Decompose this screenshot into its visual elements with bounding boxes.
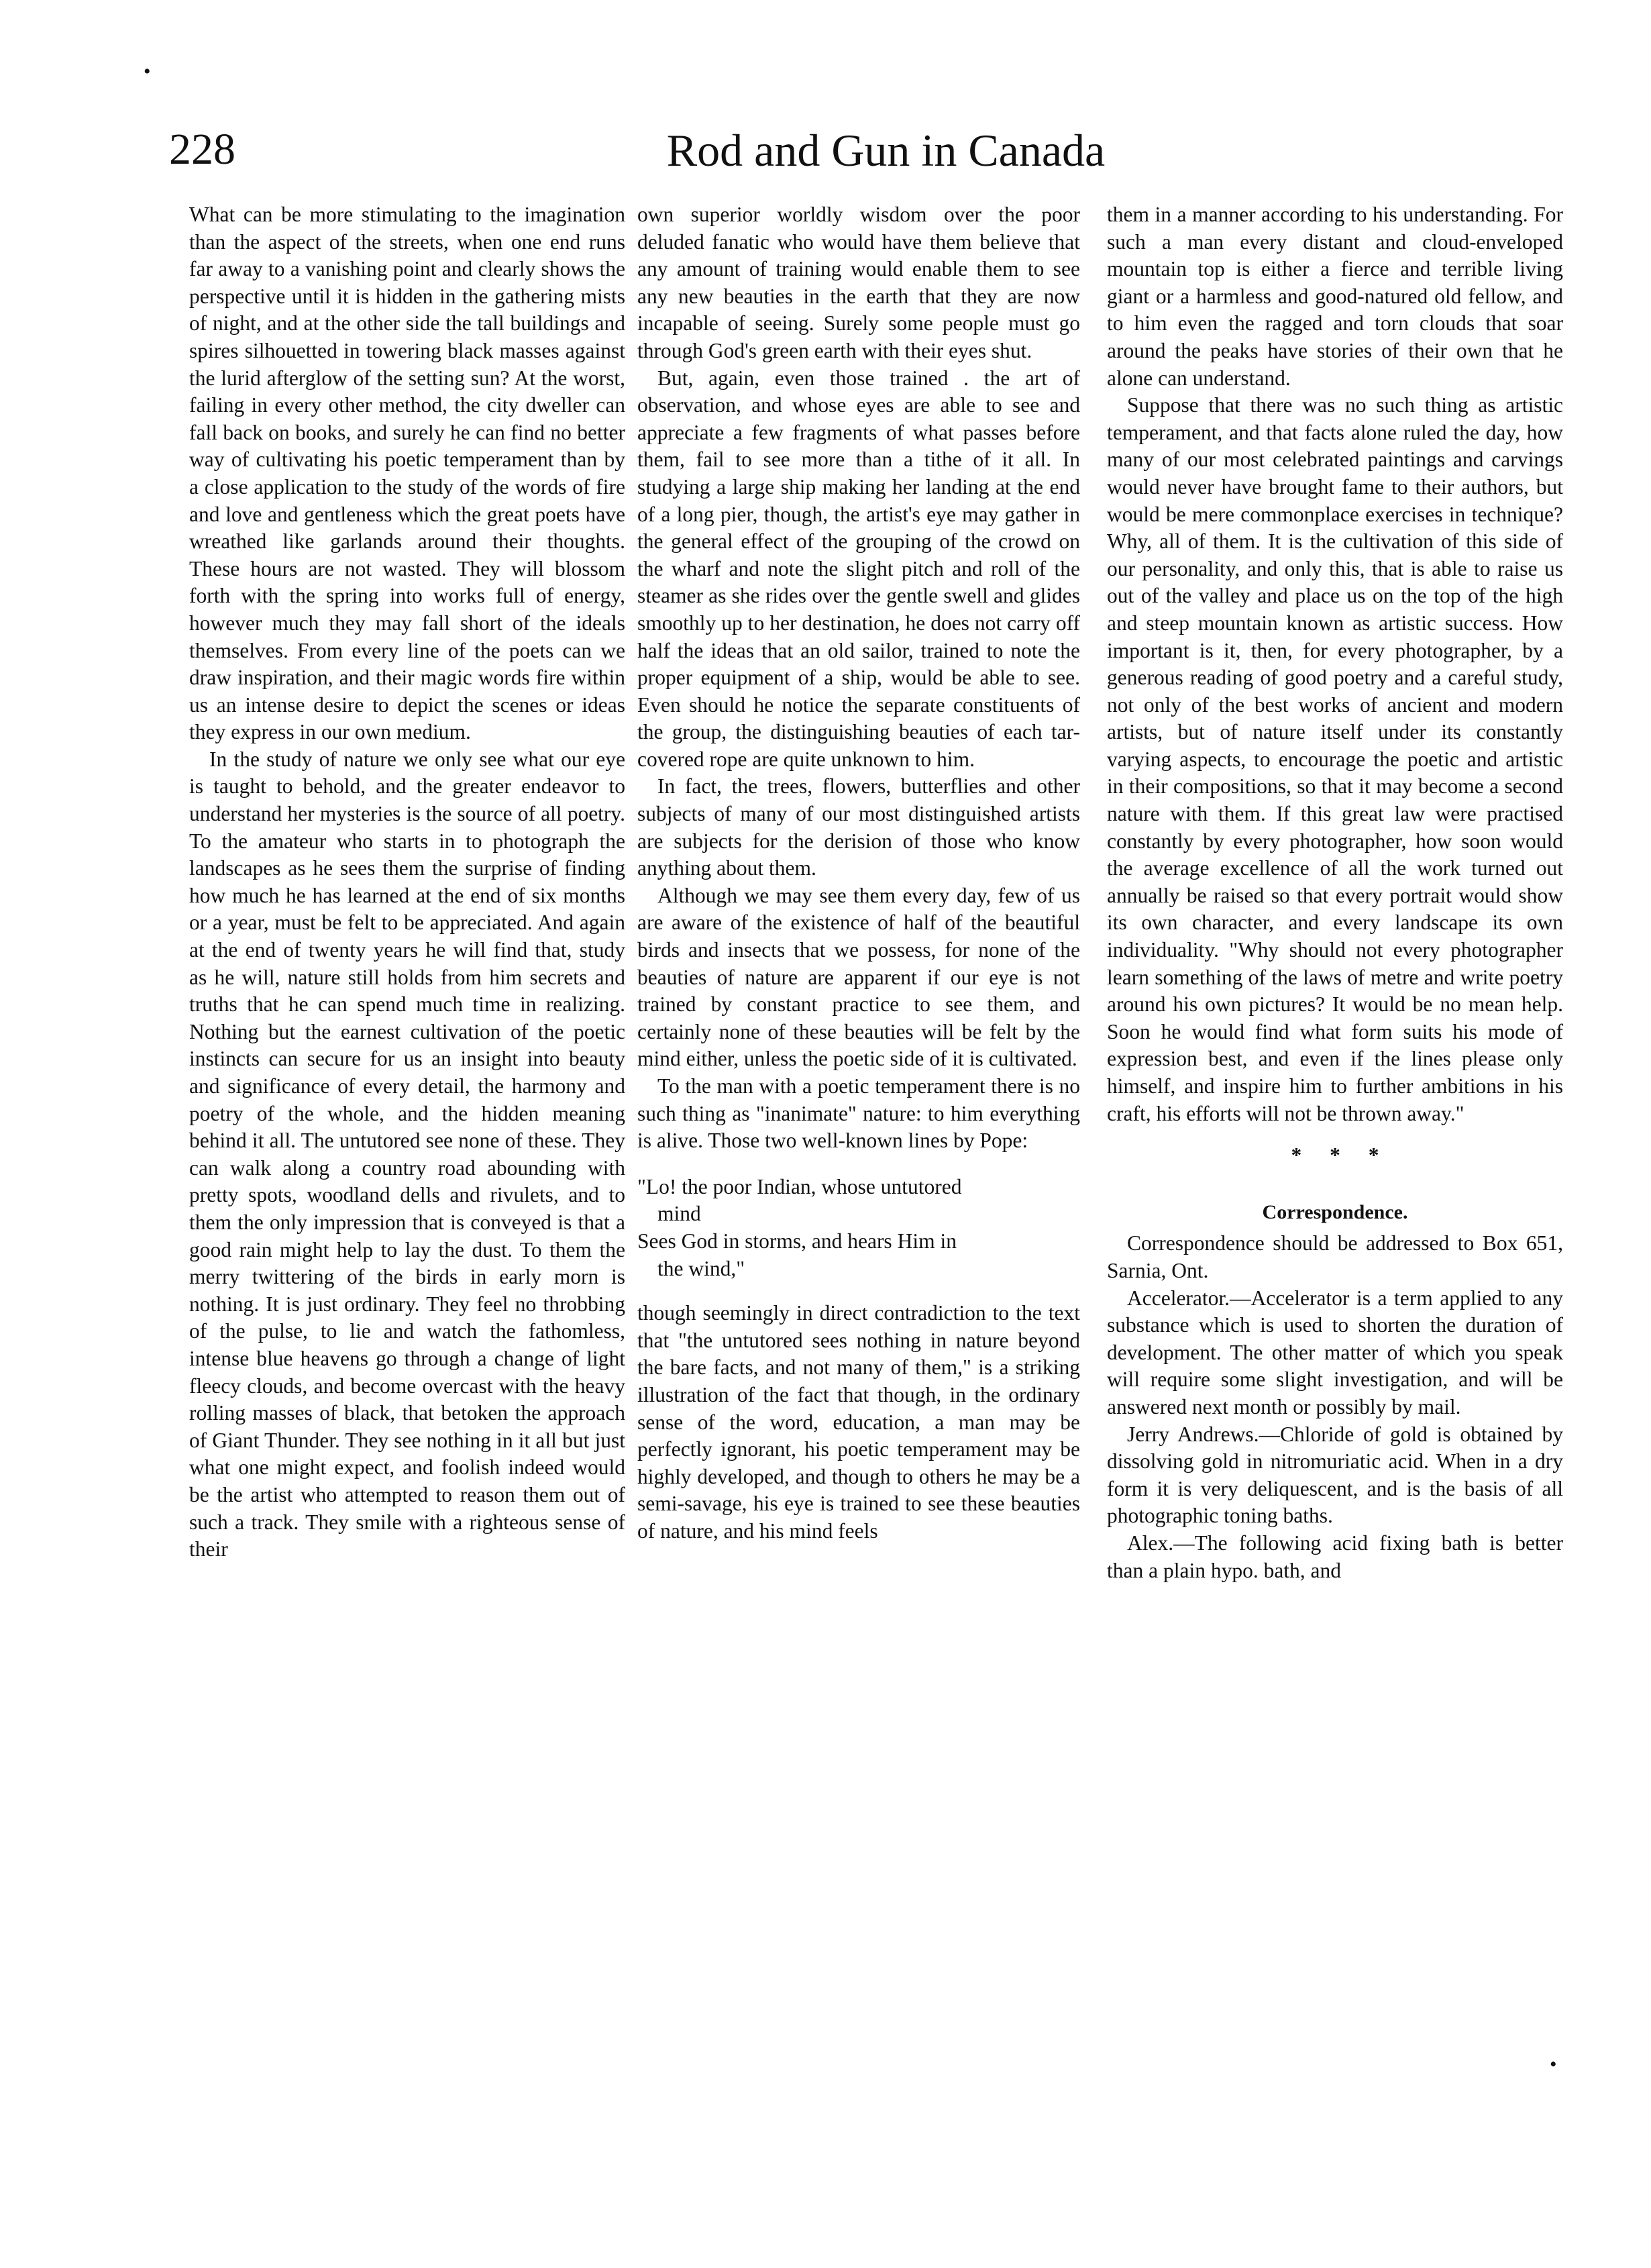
text-column-2 — [637, 201, 1080, 1545]
paragraph: Although we may see them every day, few of us are aware of the existence of half of the beautiful birds and insects that we possess, for none of the beauties of nature are apparent if our eye is not trained by constant practice to see them, and certainly none of these beauties will be felt by the mind either, unless the poetic side of it is cultivated. — [637, 883, 1080, 1071]
paragraph: But, again, even those trained . the art of observation, and whose eyes are able to see and appreciate a few fragments of what passes before them, fail to see more than a tithe of it all. In studying a large ship making her landing at the end of a long pier, though, the artist's eye may gather in the general effect of the grouping of the crowd on the wharf and note the slight pitch and roll of the steamer as she rides over the gentle swell and glides smoothly up to her destination, he does not carry off half the ideas that an old sailor, trained to note the proper equipment of a ship, would be able to see. Even should he notice the separate constituents of the group, the distinguishing beauties of each tar-covered rope are quite unknown to him. — [637, 366, 1080, 771]
verse-line-continuation: the wind," — [657, 1256, 745, 1280]
verse-line-continuation: mind — [657, 1202, 701, 1226]
paragraph: Correspondence should be addressed to Box 651, Sarnia, Ont. — [1107, 1231, 1563, 1282]
paragraph: them in a manner according to his understanding. For such a man every distant and cloud-enveloped mountain top is either a fierce and terrible living giant or a harmless and good-natured old fellow, and to him even the ragged and torn clouds that soar around the peaks have stories of their own that he alone can understand. — [1107, 203, 1563, 390]
text-column-3 — [1107, 201, 1563, 1584]
section-heading: Correspondence. — [1262, 1200, 1408, 1223]
section-separator: * * * — [1291, 1143, 1379, 1168]
paragraph: In the study of nature we only see what our eye is taught to behold, and the greater endeavor to understand her mysteries is the source of all poetry. To the amateur who starts in to photograph the landscapes as he sees them the surprise of finding how much he has learned at the end of six months or a year, must be felt to be appreciated. And again at the end of twenty years he will find that, study as he will, nature still holds from him secrets and truths that he can spend much time in realizing. Nothing but the earnest cultivation of the poetic instincts can secure for us an insight into beauty and significance of every detail, the harmony and poetry of the whole, and the hidden meaning behind it all. The untutored see none of these. They can walk along a country road abounding with pretty spots, woodland dells and rivulets, and to them the only impression that is conveyed is that a good rain might help to lay the dust. To them the merry twittering of the birds in early morn is nothing. It is just ordinary. They feel no throbbing of the pulse, to lie and watch the fathomless, intense blue heavens go through a change of light fleecy clouds, and become overcast with the heavy rolling masses of black, that betoken the approach of Giant Thunder. They see nothing in it all but just what one might expect, and foolish indeed would be the artist who attempted to reason them out of such a track. They smile with a righteous sense of their — [189, 747, 625, 1561]
paragraph: What can be more stimulating to the imagination than the aspect of the streets, when one end runs far away to a vanishing point and clearly shows the perspective until it is hidden in the gathering mists of night, and at the other side the tall buildings and spires silhouetted in towering black masses against the lurid afterglow of the setting sun? At the worst, failing in every other method, the city dweller can fall back on books, and surely he can find no better way of cultivating his poetic temperament than by a close application to the study of the words of fire and love and gentleness which the great poets have wreathed like garlands around their thoughts. These hours are not wasted. They will blossom forth with the spring into works full of energy, however much they may fall short of the ideals themselves. From every line of the poets can we draw inspiration, and their magic words fire within us an intense desire to depict the scenes or ideas they express in our own medium. — [189, 203, 625, 744]
print-speck: • — [144, 60, 151, 83]
paragraph: though seemingly in direct contradiction to the text that "the untutored sees nothing in nature beyond the bare facts, and not many of them," is a striking illustration of the fact that though, in the ordinary sense of the word, education, a man may be perfectly ignorant, his poetic temperament may be highly developed, and though to others he may be a semi-savage, his eye is trained to see these beauties of nature, and his mind feels — [637, 1301, 1080, 1543]
verse-quotation — [637, 1174, 1080, 1282]
paragraph: To the man with a poetic temperament there is no such thing as "inanimate" nature: to him everything is alive. Those two well-known lines by Pope: — [637, 1074, 1080, 1153]
verse-line: "Lo! the poor Indian, whose untutored — [637, 1174, 962, 1198]
paragraph: own superior worldly wisdom over the poor deluded fanatic who would have them believe that any amount of training would enable them to see any new beauties in the earth that they are now incapable of seeing. Surely some people must go through God's green earth with their eyes shut. — [637, 203, 1080, 362]
page-number: 228 — [169, 125, 235, 174]
paragraph: Alex.—The following acid fixing bath is better than a plain hypo. bath, and — [1107, 1531, 1563, 1582]
paragraph: Accelerator.—Accelerator is a term applied to any substance which is used to shorten the duration of development. The other matter of which you speak will require some slight investigation, and will be answered next month or possibly by mail. — [1107, 1286, 1563, 1419]
text-column-1 — [189, 201, 625, 1563]
paragraph: Jerry Andrews.—Chloride of gold is obtained by dissolving gold in nitromuriatic acid. When in a dry form it is very deliquescent, and is the basis of all photographic toning baths. — [1107, 1422, 1563, 1528]
print-speck: • — [1550, 2053, 1557, 2075]
paragraph: In fact, the trees, flowers, butterflies and other subjects of many of our most distinguished artists are subjects for the derision of those who know anything about them. — [637, 774, 1080, 880]
running-title: Rod and Gun in Canada — [666, 125, 1106, 176]
paragraph: Suppose that there was no such thing as artistic temperament, and that facts alone ruled the day, how many of our most celebrated paintings and carvings would never have brought fame to their authors, but would be mere commonplace exercises in technique? Why, all of them. It is the cultivation of this side of our personality, and only this, that is able to raise us out of the valley and place us on the top of the high and steep mountain known as artistic success. How important is it, then, for every photographer, by a generous reading of good poetry and a careful study, not only of the best works of ancient and modern artists, but of nature itself under its constantly varying aspects, to encourage the poetic and artistic in their compositions, so that it may become a second nature with them. If this great law were practised constantly by every photographer, how soon would the average excellence of all the work turned out annually be raised so that every portrait would show its own character, and every landscape its own individuality. "Why should not every photographer learn something of the laws of metre and write poetry around his own pictures? It would be no mean help. Soon he would find what form suits his mode of expression best, and even if the lines please only himself, and inspire him to further ambitions in his craft, his efforts will not be thrown away." — [1107, 393, 1563, 1125]
verse-line: Sees God in storms, and hears Him in — [637, 1229, 957, 1253]
